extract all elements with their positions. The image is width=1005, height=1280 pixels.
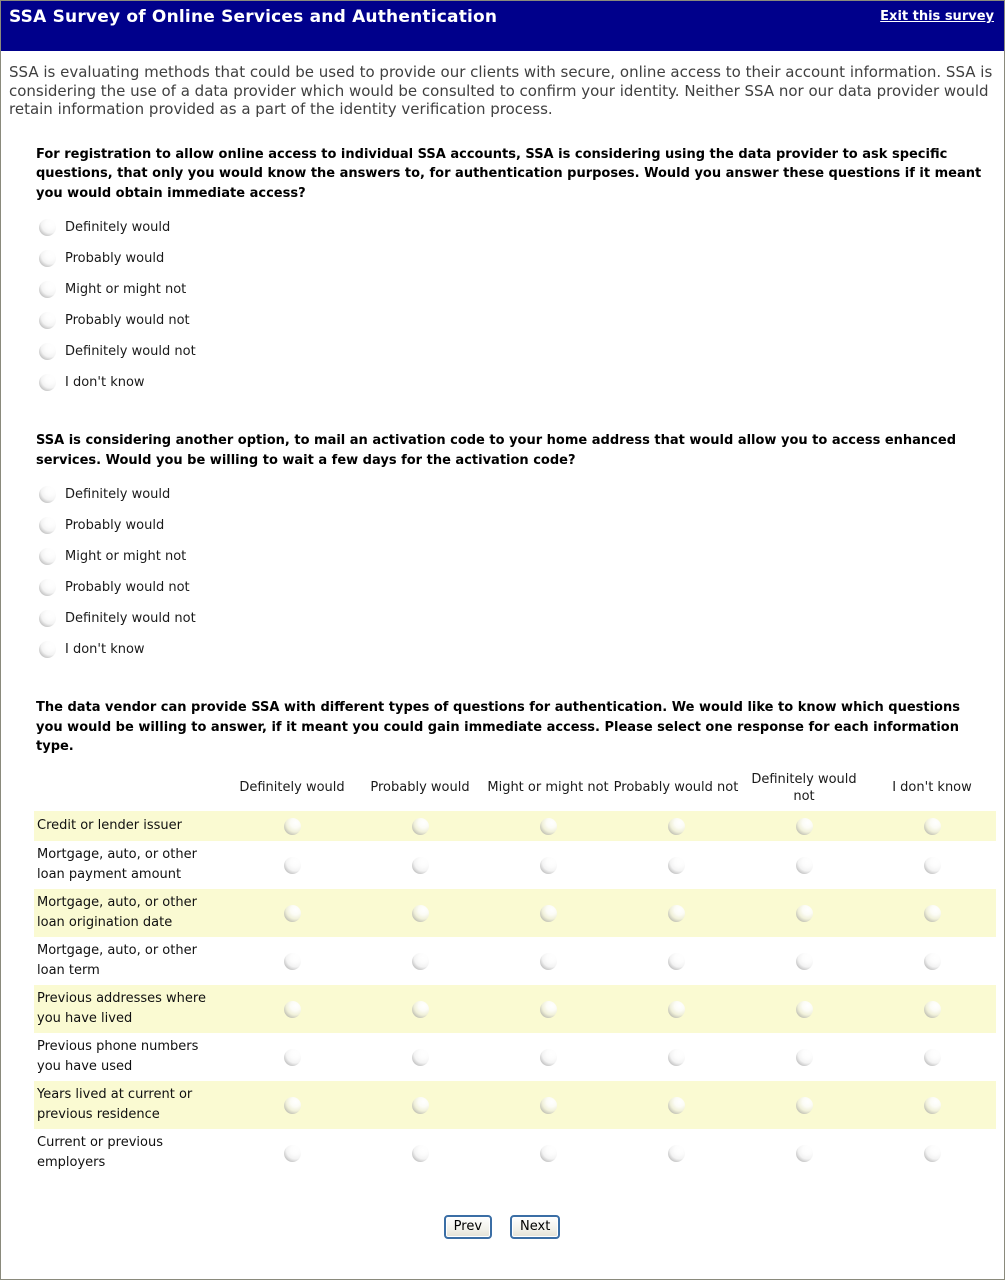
radio-option-label: Might or might not bbox=[65, 549, 187, 564]
matrix-row-loan-term bbox=[34, 937, 996, 985]
matrix-row-loan-origination-date bbox=[34, 889, 996, 937]
question-1-options bbox=[36, 212, 989, 398]
radio-button-icon[interactable] bbox=[284, 1145, 301, 1162]
radio-option-i-dont-know[interactable] bbox=[36, 634, 145, 665]
radio-button-icon[interactable] bbox=[668, 1145, 685, 1162]
matrix-radio-cell[interactable] bbox=[356, 841, 484, 889]
radio-button-icon[interactable] bbox=[924, 905, 941, 922]
matrix-radio-cell[interactable] bbox=[484, 889, 612, 937]
radio-option-probably-would[interactable] bbox=[36, 510, 164, 541]
matrix-radio-cell[interactable] bbox=[228, 985, 356, 1033]
matrix-radio-cell[interactable] bbox=[740, 889, 868, 937]
radio-button-icon[interactable] bbox=[796, 818, 813, 835]
matrix-row-label: Years lived at current or previous residence bbox=[37, 1086, 193, 1122]
question-2-options bbox=[36, 479, 989, 665]
radio-button-icon[interactable] bbox=[796, 857, 813, 874]
radio-button-icon[interactable] bbox=[284, 1097, 301, 1114]
matrix-radio-cell[interactable] bbox=[612, 985, 740, 1033]
matrix-radio-cell[interactable] bbox=[228, 1129, 356, 1177]
matrix-radio-cell[interactable] bbox=[740, 937, 868, 985]
matrix-radio-cell[interactable] bbox=[356, 937, 484, 985]
radio-option-definitely-would-not[interactable] bbox=[36, 603, 196, 634]
radio-option-might-or-might-not[interactable] bbox=[36, 541, 186, 572]
radio-option-label: I don't know bbox=[65, 375, 145, 390]
radio-option-label: Probably would bbox=[65, 251, 165, 266]
radio-option-definitely-would[interactable] bbox=[36, 479, 170, 510]
matrix-radio-cell[interactable] bbox=[740, 985, 868, 1033]
matrix-row-label: Current or previous employers bbox=[37, 1134, 163, 1170]
question-3-text: The data vendor can provide SSA with different types of questions for authentication. We would like to know which questions you would be willing to answer, if it meant you could gain immediate access. Please select one response for each information type. bbox=[36, 700, 960, 754]
matrix-radio-cell[interactable] bbox=[356, 811, 484, 841]
radio-button-icon[interactable] bbox=[540, 1145, 557, 1162]
matrix-radio-cell[interactable] bbox=[228, 889, 356, 937]
question-3 bbox=[36, 698, 989, 1177]
matrix-row-previous-addresses bbox=[34, 985, 996, 1033]
radio-button-icon[interactable] bbox=[39, 343, 56, 360]
survey-title: SSA Survey of Online Services and Authentication bbox=[9, 7, 498, 27]
matrix-header-row bbox=[34, 767, 996, 811]
radio-button-icon[interactable] bbox=[668, 1097, 685, 1114]
radio-option-label: Definitely would bbox=[65, 220, 171, 235]
radio-option-label: I don't know bbox=[65, 642, 145, 657]
radio-button-icon[interactable] bbox=[796, 905, 813, 922]
radio-button-icon[interactable] bbox=[412, 1097, 429, 1114]
matrix-row-previous-phone-numbers bbox=[34, 1033, 996, 1081]
radio-button-icon[interactable] bbox=[924, 1049, 941, 1066]
radio-button-icon[interactable] bbox=[668, 818, 685, 835]
radio-button-icon[interactable] bbox=[39, 641, 56, 658]
next-button[interactable]: Next bbox=[510, 1215, 560, 1239]
radio-button-icon[interactable] bbox=[540, 1097, 557, 1114]
radio-button-icon[interactable] bbox=[924, 1001, 941, 1018]
radio-button-icon[interactable] bbox=[668, 953, 685, 970]
radio-button-icon[interactable] bbox=[39, 579, 56, 596]
radio-button-icon[interactable] bbox=[284, 905, 301, 922]
matrix-radio-cell[interactable] bbox=[228, 937, 356, 985]
radio-option-definitely-would[interactable] bbox=[36, 212, 170, 243]
question-2-text: SSA is considering another option, to mail an activation code to your home address that would allow you to access enhanced services. Would you be willing to wait a few days for the activation code? bbox=[36, 433, 957, 468]
radio-button-icon[interactable] bbox=[39, 312, 56, 329]
radio-button-icon[interactable] bbox=[924, 857, 941, 874]
radio-button-icon[interactable] bbox=[284, 1001, 301, 1018]
radio-button-icon[interactable] bbox=[39, 281, 56, 298]
question-2 bbox=[36, 431, 989, 665]
matrix-radio-cell[interactable] bbox=[484, 937, 612, 985]
radio-button-icon[interactable] bbox=[668, 905, 685, 922]
radio-option-label: Definitely would not bbox=[65, 611, 196, 626]
matrix-row-label: Previous addresses where you have lived bbox=[37, 990, 206, 1026]
radio-option-label: Might or might not bbox=[65, 282, 187, 297]
matrix-radio-cell[interactable] bbox=[740, 841, 868, 889]
radio-option-might-or-might-not[interactable] bbox=[36, 274, 186, 305]
matrix-radio-cell[interactable] bbox=[484, 841, 612, 889]
radio-button-icon[interactable] bbox=[412, 818, 429, 835]
radio-button-icon[interactable] bbox=[668, 857, 685, 874]
matrix-radio-cell[interactable] bbox=[484, 1033, 612, 1081]
matrix-radio-cell[interactable] bbox=[612, 1033, 740, 1081]
matrix-header-probably-would: Probably would bbox=[370, 780, 470, 795]
prev-button[interactable]: Prev bbox=[444, 1215, 492, 1239]
matrix-radio-cell[interactable] bbox=[228, 1081, 356, 1129]
radio-option-label: Probably would not bbox=[65, 580, 190, 595]
matrix-radio-cell[interactable] bbox=[740, 1081, 868, 1129]
matrix-row-label: Mortgage, auto, or other loan payment amount bbox=[37, 846, 197, 882]
matrix-radio-cell[interactable] bbox=[868, 937, 996, 985]
matrix-radio-cell[interactable] bbox=[228, 841, 356, 889]
matrix-radio-cell[interactable] bbox=[356, 985, 484, 1033]
matrix-radio-cell[interactable] bbox=[868, 1033, 996, 1081]
radio-button-icon[interactable] bbox=[412, 1049, 429, 1066]
radio-option-label: Definitely would not bbox=[65, 344, 196, 359]
radio-button-icon[interactable] bbox=[540, 905, 557, 922]
matrix-row-loan-payment-amount bbox=[34, 841, 996, 889]
radio-button-icon[interactable] bbox=[284, 1049, 301, 1066]
matrix-header-definitely-would: Definitely would bbox=[239, 780, 345, 795]
matrix-radio-cell[interactable] bbox=[740, 1129, 868, 1177]
radio-button-icon[interactable] bbox=[924, 1145, 941, 1162]
matrix-radio-cell[interactable] bbox=[356, 1033, 484, 1081]
matrix-radio-cell[interactable] bbox=[740, 1033, 868, 1081]
matrix-row-years-lived bbox=[34, 1081, 996, 1129]
radio-button-icon[interactable] bbox=[796, 1001, 813, 1018]
radio-button-icon[interactable] bbox=[796, 1049, 813, 1066]
question-1-text: For registration to allow online access to individual SSA accounts, SSA is considering using the data provider to ask specific questions, that only you would know the answers to, for authentication purposes. Would you answer these questions if it meant you would obtain immediate access? bbox=[36, 146, 982, 201]
radio-button-icon[interactable] bbox=[540, 857, 557, 874]
matrix-radio-cell[interactable] bbox=[740, 811, 868, 841]
radio-button-icon[interactable] bbox=[668, 1001, 685, 1018]
radio-button-icon[interactable] bbox=[39, 486, 56, 503]
matrix-radio-cell[interactable] bbox=[484, 985, 612, 1033]
radio-option-label: Definitely would bbox=[65, 487, 171, 502]
matrix-radio-cell[interactable] bbox=[228, 1033, 356, 1081]
radio-button-icon[interactable] bbox=[540, 1049, 557, 1066]
matrix-header-definitely-would-not: Definitely would not bbox=[751, 771, 857, 804]
radio-option-definitely-would-not[interactable] bbox=[36, 336, 196, 367]
matrix-header-probably-would-not: Probably would not bbox=[613, 780, 739, 795]
radio-button-icon[interactable] bbox=[540, 1001, 557, 1018]
radio-button-icon[interactable] bbox=[796, 1145, 813, 1162]
radio-button-icon[interactable] bbox=[39, 517, 56, 534]
radio-button-icon[interactable] bbox=[39, 610, 56, 627]
matrix-header-i-dont-know: I don't know bbox=[892, 780, 972, 795]
matrix-header-might-or-might-not: Might or might not bbox=[487, 780, 609, 795]
radio-button-icon[interactable] bbox=[39, 219, 56, 236]
matrix-radio-cell[interactable] bbox=[356, 1129, 484, 1177]
radio-button-icon[interactable] bbox=[284, 818, 301, 835]
survey-navigation bbox=[9, 1215, 995, 1279]
matrix-radio-cell[interactable] bbox=[612, 811, 740, 841]
matrix-radio-cell[interactable] bbox=[356, 1081, 484, 1129]
radio-option-probably-would-not[interactable] bbox=[36, 572, 190, 603]
matrix-radio-cell[interactable] bbox=[228, 811, 356, 841]
survey-header-bar bbox=[1, 1, 1004, 51]
question-1 bbox=[36, 145, 989, 399]
matrix-radio-cell[interactable] bbox=[868, 889, 996, 937]
matrix-radio-cell[interactable] bbox=[612, 1081, 740, 1129]
matrix-radio-cell[interactable] bbox=[868, 1081, 996, 1129]
radio-button-icon[interactable] bbox=[796, 953, 813, 970]
radio-button-icon[interactable] bbox=[412, 953, 429, 970]
matrix-row-label: Mortgage, auto, or other loan origination date bbox=[37, 894, 197, 930]
radio-button-icon[interactable] bbox=[924, 818, 941, 835]
radio-button-icon[interactable] bbox=[412, 905, 429, 922]
radio-option-label: Probably would bbox=[65, 518, 165, 533]
radio-button-icon[interactable] bbox=[284, 857, 301, 874]
radio-option-probably-would-not[interactable] bbox=[36, 305, 190, 336]
radio-option-label: Probably would not bbox=[65, 313, 190, 328]
matrix-table bbox=[34, 767, 996, 1177]
radio-button-icon[interactable] bbox=[284, 953, 301, 970]
matrix-row-current-or-previous-employers bbox=[34, 1129, 996, 1177]
matrix-row-label: Mortgage, auto, or other loan term bbox=[37, 942, 197, 978]
survey-content bbox=[1, 51, 1004, 1279]
matrix-radio-cell[interactable] bbox=[868, 985, 996, 1033]
matrix-radio-cell[interactable] bbox=[612, 937, 740, 985]
radio-button-icon[interactable] bbox=[796, 1097, 813, 1114]
radio-button-icon[interactable] bbox=[412, 857, 429, 874]
matrix-radio-cell[interactable] bbox=[868, 1129, 996, 1177]
matrix-radio-cell[interactable] bbox=[356, 889, 484, 937]
radio-button-icon[interactable] bbox=[39, 548, 56, 565]
matrix-radio-cell[interactable] bbox=[612, 1129, 740, 1177]
radio-button-icon[interactable] bbox=[924, 1097, 941, 1114]
matrix-radio-cell[interactable] bbox=[612, 841, 740, 889]
matrix-radio-cell[interactable] bbox=[484, 1129, 612, 1177]
radio-button-icon[interactable] bbox=[924, 953, 941, 970]
matrix-radio-cell[interactable] bbox=[484, 1081, 612, 1129]
matrix-radio-cell[interactable] bbox=[612, 889, 740, 937]
matrix-radio-cell[interactable] bbox=[484, 811, 612, 841]
radio-button-icon[interactable] bbox=[39, 250, 56, 267]
radio-button-icon[interactable] bbox=[412, 1145, 429, 1162]
radio-button-icon[interactable] bbox=[39, 374, 56, 391]
matrix-radio-cell[interactable] bbox=[868, 811, 996, 841]
radio-button-icon[interactable] bbox=[540, 953, 557, 970]
intro-paragraph: SSA is evaluating methods that could be used to provide our clients with secure, online access to their account information. SSA is considering the use of a data provider which would be consulted to confirm your identity. Neither SSA nor our data provider would retain information provided as a part of the identity verification process. bbox=[9, 63, 993, 118]
radio-button-icon[interactable] bbox=[668, 1049, 685, 1066]
matrix-row-label: Credit or lender issuer bbox=[37, 817, 182, 833]
matrix-row-credit-or-lender-issuer bbox=[34, 811, 996, 841]
matrix-header-empty bbox=[34, 767, 228, 811]
radio-option-i-dont-know[interactable] bbox=[36, 367, 145, 398]
radio-button-icon[interactable] bbox=[412, 1001, 429, 1018]
radio-option-probably-would[interactable] bbox=[36, 243, 164, 274]
exit-survey-link[interactable]: Exit this survey bbox=[880, 9, 994, 24]
radio-button-icon[interactable] bbox=[540, 818, 557, 835]
matrix-radio-cell[interactable] bbox=[868, 841, 996, 889]
matrix-row-label: Previous phone numbers you have used bbox=[37, 1038, 199, 1074]
